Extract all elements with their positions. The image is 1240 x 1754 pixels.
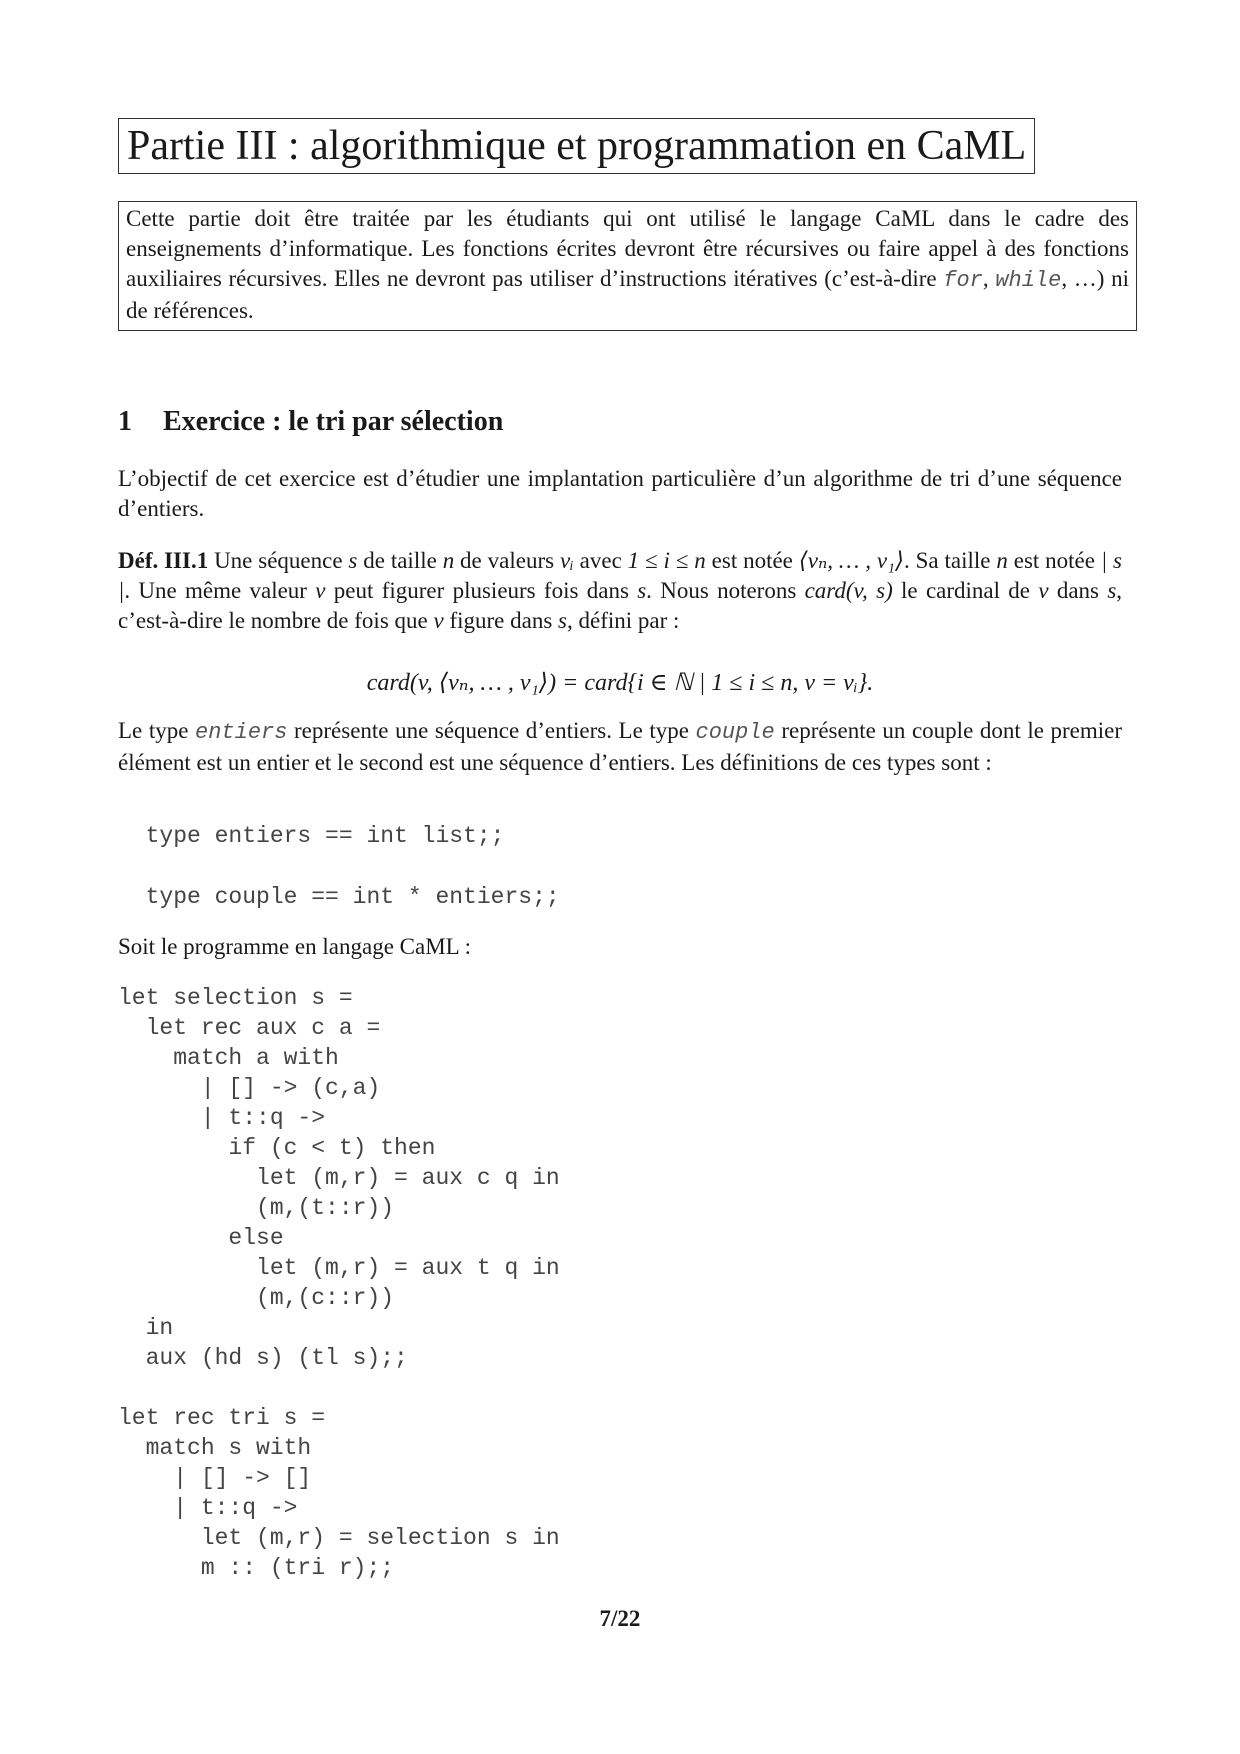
objective-paragraph: L’objectif de cet exercice est d’étudier une implantation particulière d’un algorithme de tri d’une séquence d’entiers. [118, 466, 1122, 521]
def-math: n [442, 548, 455, 573]
def-text: , défini par : [566, 608, 680, 633]
def-math: s [637, 578, 647, 603]
def-text: . Une même valeur [124, 578, 316, 603]
keyword-for: for [943, 268, 983, 293]
types-text: Le type [118, 718, 196, 743]
def-text: , c’est-à-dire le nombre de fois que [118, 578, 1123, 633]
def-math: card(v, s) [804, 578, 893, 603]
def-text: le cardinal de [892, 578, 1039, 603]
def-text: est notée [1007, 548, 1101, 573]
intro-text-2: , …) ni de références. [126, 266, 1129, 323]
def-math: ⟨vₙ, … , v₁⟩ [798, 548, 905, 573]
def-math: v [1038, 578, 1049, 603]
type-def-couple: type couple == int * entiers;; [118, 884, 560, 910]
def-text: figure dans [443, 608, 559, 633]
types-paragraph [118, 716, 1122, 778]
intro-text-1: Cette partie doit être traitée par les étudiants qui ont utilisé le langage CaML dans le cadre des enseignements d’informatique. Les fonctions écrites devront être récursives ou faire appel à des fonctions auxiliaires récursives. Elles ne devront pas utiliser d’instructions itératives (c’est-à-dire [126, 206, 1129, 291]
type-name-couple: couple [695, 720, 775, 745]
section-number: 1 [118, 406, 132, 437]
def-text: peut figurer plusieurs fois dans [325, 578, 638, 603]
type-def-entiers: type entiers == int list;; [118, 823, 505, 849]
def-math: vᵢ [559, 548, 574, 573]
def-math: n [996, 548, 1008, 573]
def-math: s [348, 548, 358, 573]
def-text: avec [573, 548, 628, 573]
def-text: dans [1048, 578, 1108, 603]
def-math: v [315, 578, 326, 603]
code-tri: let rec tri s = match s with | [] -> [] | t::q -> let (m,r) = selection s in m :: (tri r);; [118, 1405, 560, 1581]
def-text: . Sa taille [904, 548, 997, 573]
def-text: de valeurs [454, 548, 560, 573]
def-math: v [433, 608, 444, 633]
code-selection: let selection s = let rec aux c a = match a with | [] -> (c,a) | t::q -> if (c < t) then let (m,r) = aux c q in (m,(t::r)) else let (m,r) = aux t q in (m,(c::r)) in aux (hd s) (tl s);; [118, 985, 560, 1371]
def-math: | s | [118, 548, 1122, 603]
section-title: Exercice : le tri par sélection [163, 406, 504, 437]
def-math: s [1107, 578, 1117, 603]
section-heading [118, 406, 503, 438]
def-text: . Nous noterons [646, 578, 805, 603]
keyword-while: while [995, 268, 1062, 293]
definition-label: Déf. III.1 [118, 548, 209, 573]
type-name-entiers: entiers [195, 720, 288, 745]
definition-paragraph [118, 546, 1122, 636]
intro-sep: , [982, 266, 996, 291]
def-math: 1 ≤ i ≤ n [627, 548, 706, 573]
card-formula: card(v, ⟨vₙ, … , v₁⟩) = card{i ∈ ℕ | 1 ≤ i ≤ n, v = vᵢ}. [366, 670, 874, 696]
types-text: représente un couple dont le premier élément est un entier et le second est une séquence d’entiers. Les définitions de ces types sont : [118, 718, 1123, 775]
def-text: est notée [705, 548, 799, 573]
program-intro: Soit le programme en langage CaML : [118, 934, 471, 959]
types-text: représente une séquence d’entiers. Le type [287, 718, 696, 743]
page-number: 7/22 [599, 1606, 641, 1631]
intro-box [118, 201, 1137, 331]
part-title: Partie III : algorithmique et programmation en CaML [118, 118, 1035, 174]
def-math: s [558, 608, 567, 633]
def-text: Une séquence [208, 548, 349, 573]
def-text: de taille [357, 548, 443, 573]
